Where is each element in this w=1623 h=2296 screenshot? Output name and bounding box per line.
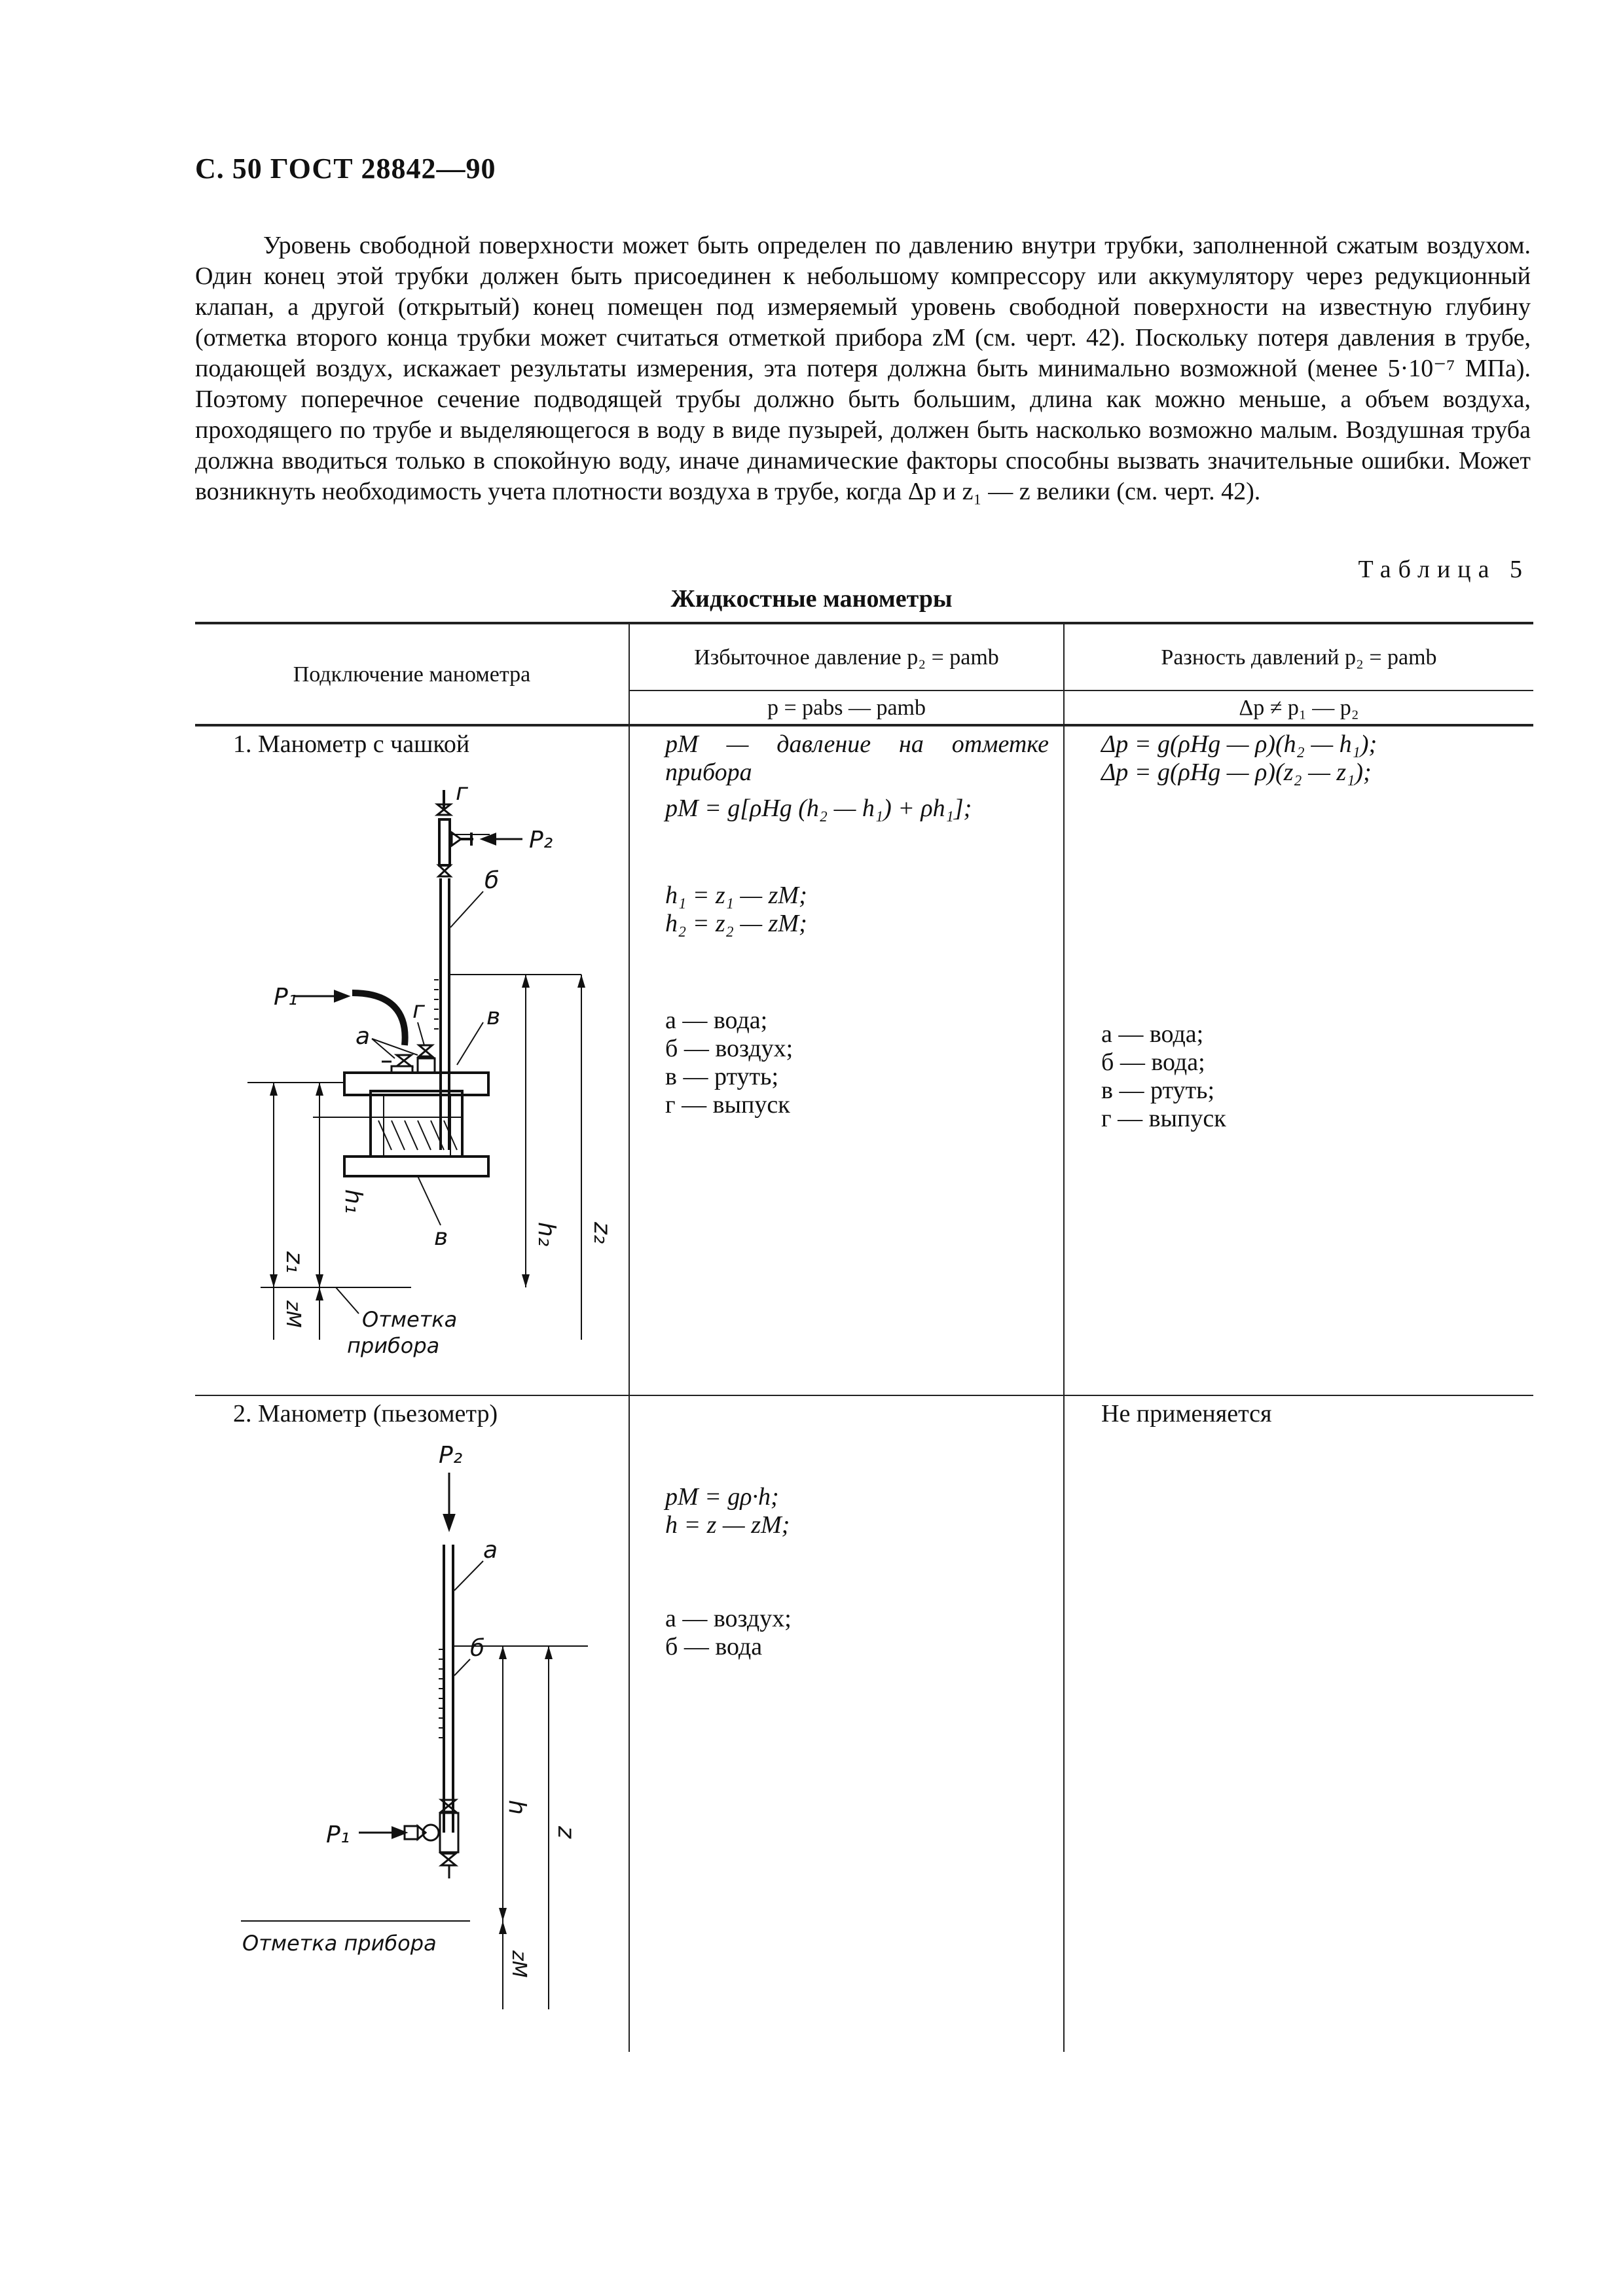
- legend-item: г — выпуск: [665, 1091, 790, 1119]
- row1-col3-formula1: Δp = g(ρHg — ρ)(h₂ — h₁);: [1101, 730, 1377, 758]
- label-b: б: [484, 867, 500, 894]
- label-b: б: [470, 1635, 485, 1662]
- row1-col2-intro: pM — давление на отметке прибора: [665, 730, 1049, 786]
- label-h2: h₂: [533, 1222, 560, 1247]
- row2-col3-text: Не применяется: [1101, 1400, 1272, 1427]
- intro-paragraph: Уровень свободной поверхности может быть определен по давлению внутри трубки, заполненной сжатым воздухом. Один конец этой трубки должен быть присоединен к небольшому компрессору или аккумулятору через редукционный клапан, а другой (открытый) конец помещен под измеряемый уровень свободной поверхности на известную глубину (отметка второго конца трубки может считаться отметкой прибора zM (см. черт. 42). Поскольку потеря давления в трубе, подающей воздух, искажает результаты измерения, эта потеря должна быть минимально возможной (менее 5·10⁻⁷ МПа). Поэтому поперечное сечение подводящей трубы должно быть большим, длина как можно меньше, а объем воздуха, проходящего по трубе и выделяющегося в воду в виде пузырей, должен быть насколько возможно малым. Воздушная труба должна вводиться только в спокойную воду, иначе динамические факторы способны вызвать значительные ошибки. Может возникнуть необходимость учета плотности воздуха в трубе, когда Δp и z₁ — z велики (см. черт. 42).: [195, 232, 1531, 505]
- legend-item: в — ртуть;: [1101, 1077, 1215, 1104]
- row2-pressure-difference-cell: [1064, 1395, 1533, 2052]
- row1-col2-legend: [665, 1007, 1049, 1119]
- label-g-top: г: [456, 779, 468, 806]
- page-header: С. 50 ГОСТ 28842—90: [195, 152, 496, 185]
- col3-subheader: Δp ≠ p₁ — p₂: [1064, 691, 1533, 725]
- legend-item: а — вода;: [665, 1007, 768, 1034]
- piezometer-diagram: [195, 1433, 629, 2022]
- label-v-top: в: [486, 1003, 501, 1030]
- label-p2: P₂: [529, 827, 553, 853]
- legend-item: в — ртуть;: [665, 1063, 779, 1090]
- label-p1: P₁: [274, 984, 298, 1011]
- legend-item: а — вода;: [1101, 1020, 1204, 1048]
- row1-gauge-pressure-cell: [629, 725, 1064, 1395]
- row2-gauge-pressure-cell: [629, 1395, 1064, 2052]
- legend-item: б — вода;: [1101, 1049, 1205, 1076]
- legend-item: г — выпуск: [1101, 1105, 1226, 1132]
- label-zm: zM: [507, 1950, 530, 1978]
- row1-col3-legend: [1101, 1020, 1524, 1133]
- legend-item: а — воздух;: [665, 1605, 792, 1632]
- label-g-mid: г: [412, 997, 425, 1024]
- table-label: Таблица 5: [1358, 556, 1529, 583]
- manometer-table: [195, 622, 1533, 2052]
- label-z1: z₁: [281, 1251, 308, 1274]
- row2-connection-cell: [195, 1395, 629, 2052]
- legend-item: б — воздух;: [665, 1035, 793, 1062]
- row2-title: 2. Манометр (пьезометр): [233, 1400, 498, 1427]
- row2-col2-legend: [665, 1605, 1049, 1661]
- cup-manometer-diagram: [195, 764, 629, 1372]
- row1-col2-formula2: h₁ = z₁ — zM;: [665, 882, 807, 909]
- label-z2: z₂: [589, 1222, 615, 1244]
- col2-header: Избыточное давление p₂ = pamb: [629, 623, 1064, 691]
- label-v-bottom: в: [434, 1224, 448, 1251]
- row1-title: 1. Манометр с чашкой: [233, 730, 470, 758]
- label-zm: zM: [282, 1300, 304, 1328]
- row1-col3-formula2: Δp = g(ρHg — ρ)(z₂ — z₁);: [1101, 759, 1372, 786]
- col2-subheader: p = pabs — pamb: [629, 691, 1064, 725]
- row1-col2-formula1: pM = g[ρHg (h₂ — h₁) + ρh₁];: [665, 795, 972, 822]
- label-z: z: [553, 1826, 579, 1839]
- row1-pressure-difference-cell: [1064, 725, 1533, 1395]
- label-p1: P₁: [326, 1821, 350, 1848]
- label-p2: P₂: [439, 1442, 463, 1469]
- label-mark: Отметка прибора: [242, 1931, 437, 1956]
- label-mark-1: Отметка: [362, 1307, 458, 1332]
- row1-col2-formula3: h₂ = z₂ — zM;: [665, 910, 807, 937]
- legend-item: б — вода: [665, 1633, 763, 1660]
- label-a: а: [356, 1023, 371, 1050]
- col1-header: Подключение манометра: [195, 623, 629, 725]
- row2-col2-formula1: pM = gρ·h;: [665, 1483, 779, 1511]
- label-a: а: [483, 1537, 498, 1564]
- table-title: Жидкостные манометры: [670, 585, 953, 613]
- label-h1: h₁: [340, 1189, 367, 1214]
- label-h: h: [503, 1800, 530, 1815]
- col3-header: Разность давлений p₂ = pamb: [1064, 623, 1533, 691]
- row2-col2-formula2: h = z — zM;: [665, 1511, 790, 1539]
- row1-connection-cell: [195, 725, 629, 1395]
- label-mark-2: прибора: [347, 1333, 440, 1358]
